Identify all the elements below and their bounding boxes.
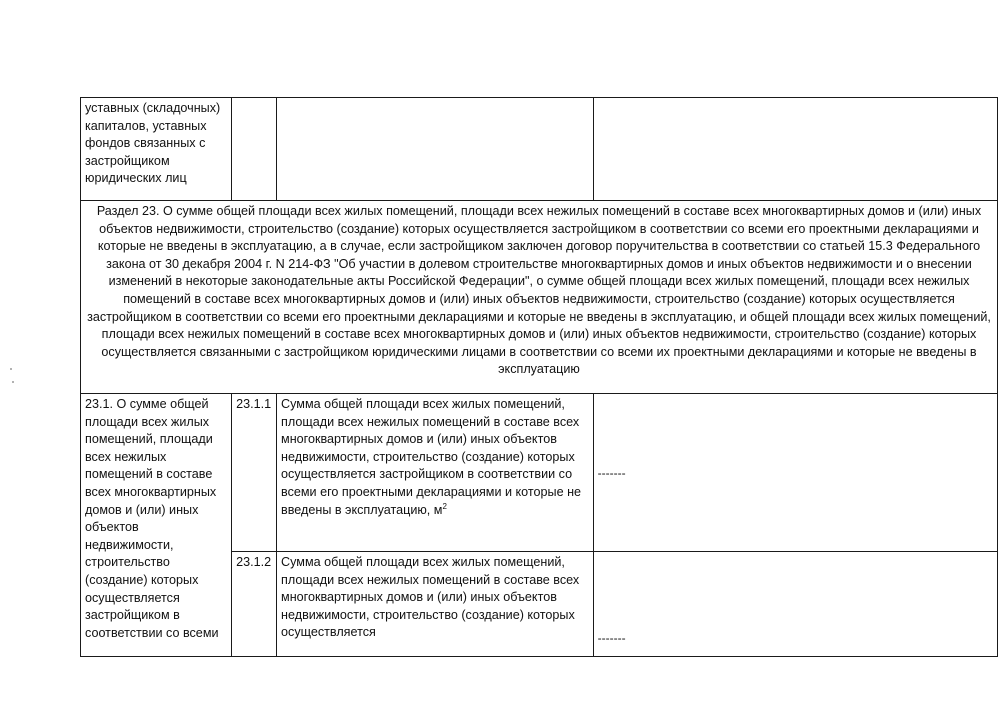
scan-speck (12, 381, 14, 383)
table-row (81, 394, 998, 552)
section-23-title: Раздел 23. О сумме общей площади всех жилых помещений, площади всех нежилых помещений в составе всех многоквартирных домов и (или) иных объектов недвижимости, строительство (создание) которых осуществляется застройщиком в соответствии со всеми его проектными декларациями и которые не введены в эксплуатацию, а в случае, если застройщиком заключен договор поручительства в соответствии со статьей 15.3 Федерального закона от 30 декабря 2004 г. N 214-ФЗ "Об участии в долевом строительстве многоквартирных домов и иных объектов недвижимости и о внесении изменений в некоторые законодательные акты Российской Федерации", о сумме общей площади всех жилых помещений, площади всех нежилых помещений в составе всех многоквартирных домов и (или) иных объектов недвижимости, строительство (создание) которых осуществляется застройщиком в соответствии со всеми его проектными декларациями и которые не введены в эксплуатацию, и общей площади всех жилых помещений, площади всех нежилых помещений в составе всех многоквартирных домов и (или) иных объектов недвижимости, строительство (создание) которых осуществляется связанными с застройщиком юридическими лицами в соответствии со всеми их проектными декларациями и которые не введены в эксплуатацию (87, 204, 991, 377)
row-code: 23.1.1 (232, 394, 277, 552)
continuation-code-cell (232, 98, 277, 201)
row-description-text: Сумма общей площади всех жилых помещений, площади всех нежилых помещений в составе всех многоквартирных домов и (или) иных объектов недвижимости, строительство (создание) которых осуществляется (281, 555, 580, 640)
row-description (277, 552, 594, 657)
section-23-header-cell (81, 201, 998, 394)
continuation-description-cell (277, 98, 594, 201)
row-value-cell (593, 552, 997, 657)
continuation-value-cell (593, 98, 997, 201)
subsection-23-1-label: 23.1. О сумме общей площади всех жилых помещений, площади всех нежилых помещений в составе всех многоквартирных домов и (или) иных объектов недвижимости, строительство (создание) которых осуществляется застройщиком в соответствии со всеми (81, 394, 232, 657)
unit-superscript: 2 (442, 501, 447, 511)
scan-speck (10, 368, 12, 370)
row-description (277, 394, 594, 552)
table-row-continuation (81, 98, 998, 201)
disclosure-table (80, 97, 998, 657)
continuation-label-cell: уставных (складочных) капиталов, уставных фондов связанных с застройщиком юридических лиц (81, 98, 232, 201)
row-value: ------- (597, 631, 626, 645)
table-row-section-header (81, 201, 998, 394)
row-code: 23.1.2 (232, 552, 277, 657)
row-value-cell (593, 394, 997, 552)
row-value: ------- (597, 466, 626, 480)
row-description-text: Сумма общей площади всех жилых помещений, площади всех нежилых помещений в составе всех многоквартирных домов и (или) иных объектов недвижимости, строительство (создание) которых осуществляется застройщиком в соответствии со всеми его проектными декларациями и которые не введены в эксплуатацию, м (281, 397, 582, 517)
